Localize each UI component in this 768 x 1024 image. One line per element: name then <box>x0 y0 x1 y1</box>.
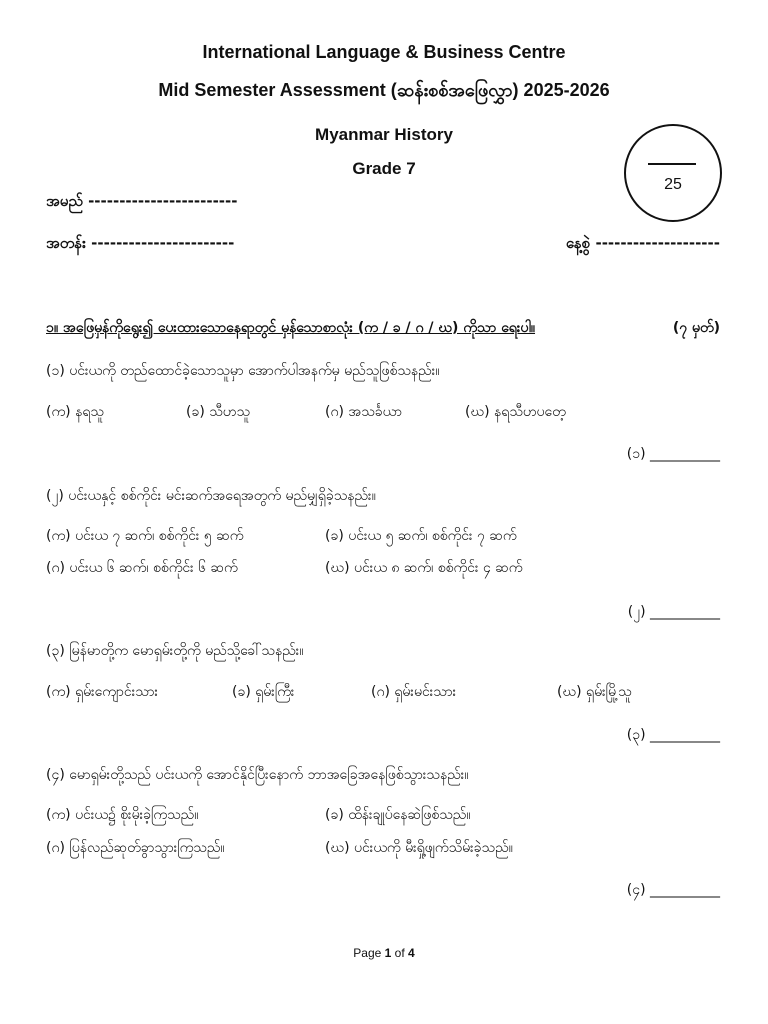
q4-option-a: (က) ပင်းယ၌ စိုးမိုးခဲ့ကြသည်။ <box>46 807 199 823</box>
q3-option-c: (ဂ) ရှမ်းမင်းသား <box>371 684 457 700</box>
q1-option-c: (ဂ) အသင်္ခယာ <box>325 404 402 420</box>
score-total: 25 <box>664 176 682 193</box>
q2-option-c: (ဂ) ပင်းယ ၆ ဆက်၊ စစ်ကိုင်း ၆ ဆက် <box>46 560 238 576</box>
q1-option-d: (ဃ) နရသီဟပတေ့ <box>465 404 566 420</box>
q1-option-a: (က) နရသူ <box>46 404 104 420</box>
q3-option-d: (ဃ) ရှမ်းမြို့သူ <box>557 684 632 700</box>
section-marks: (၇ မှတ်) <box>672 320 720 336</box>
q3-answer-blank[interactable]: (၃) __________ <box>626 727 720 743</box>
question-1: (၁) ပင်းယကို တည်ထောင်ခဲ့သောသူမှာ အောက်ပါအနက်မှ မည်သူဖြစ်သနည်း။ <box>46 363 440 379</box>
q2-option-d: (ဃ) ပင်းယ ၈ ဆက်၊ စစ်ကိုင်း ၄ ဆက် <box>325 560 523 576</box>
class-field[interactable]: အတန်း ----------------------- <box>46 234 235 252</box>
score-circle <box>624 124 722 222</box>
q2-option-b: (ခ) ပင်းယ ၅ ဆက်၊ စစ်ကိုင်း ၇ ဆက် <box>325 528 517 544</box>
section-instruction-text: ၁။ အဖြေမှန်ကိုရွေး၍ ပေးထားသောနေရာတွင် မှန်သောစာလုံး (က / ခ / ဂ / ဃ) ကိုသာ ရေးပါ။ <box>46 320 536 336</box>
q2-answer-blank[interactable]: (၂) __________ <box>627 604 720 620</box>
q4-answer-blank[interactable]: (၄) __________ <box>626 882 720 898</box>
question-4: (၄) မောရှမ်းတို့သည် ပင်းယကို အောင်နိုင်ပြီးနောက် ဘာအခြေအနေဖြစ်သွားသနည်း။ <box>46 767 469 783</box>
question-3: (၃) မြန်မာတို့က မောရှမ်းတို့ကို မည်သို့ခေါ်သနည်း။ <box>46 643 304 659</box>
q1-answer-blank[interactable]: (၁) __________ <box>626 446 720 462</box>
exam-title: Mid Semester Assessment (ဆန်းစစ်အဖြေလွှာ) 2025-2026 <box>158 80 610 100</box>
footer-current-page: 1 <box>384 946 392 960</box>
score-blank-line <box>648 163 696 165</box>
q2-option-a: (က) ပင်းယ ၇ ဆက်၊ စစ်ကိုင်း ၅ ဆက် <box>46 528 244 544</box>
question-2: (၂) ပင်းယနှင့် စစ်ကိုင်း မင်းဆက်အရေအတွက် မည်မျှရှိခဲ့သနည်း။ <box>46 488 376 504</box>
grade-title: Grade 7 <box>352 159 416 178</box>
footer-total-pages: 4 <box>408 946 415 960</box>
footer-page-word: Page <box>353 946 382 960</box>
q3-option-a: (က) ရှမ်းကျောင်းသား <box>46 684 159 700</box>
page-footer <box>0 946 768 960</box>
q4-option-b: (ခ) ထိန်းချုပ်နေဆဲဖြစ်သည်။ <box>325 807 471 823</box>
school-name: International Language & Business Centre <box>202 42 566 62</box>
name-field[interactable]: အမည် ------------------------ <box>46 192 238 210</box>
date-field[interactable]: နေ့စွဲ -------------------- <box>565 234 720 252</box>
footer-of-word: of <box>394 946 405 960</box>
q4-option-d: (ဃ) ပင်းယကို မီးရှို့ဖျက်သိမ်းခဲ့သည်။ <box>325 840 513 856</box>
section-instruction <box>46 318 535 339</box>
subject-title: Myanmar History <box>315 125 453 144</box>
q4-option-c: (ဂ) ပြန်လည်ဆုတ်ခွာသွားကြသည်။ <box>46 840 225 856</box>
q1-option-b: (ခ) သီဟသူ <box>186 404 251 420</box>
q3-option-b: (ခ) ရှမ်းကြီး <box>232 684 295 700</box>
